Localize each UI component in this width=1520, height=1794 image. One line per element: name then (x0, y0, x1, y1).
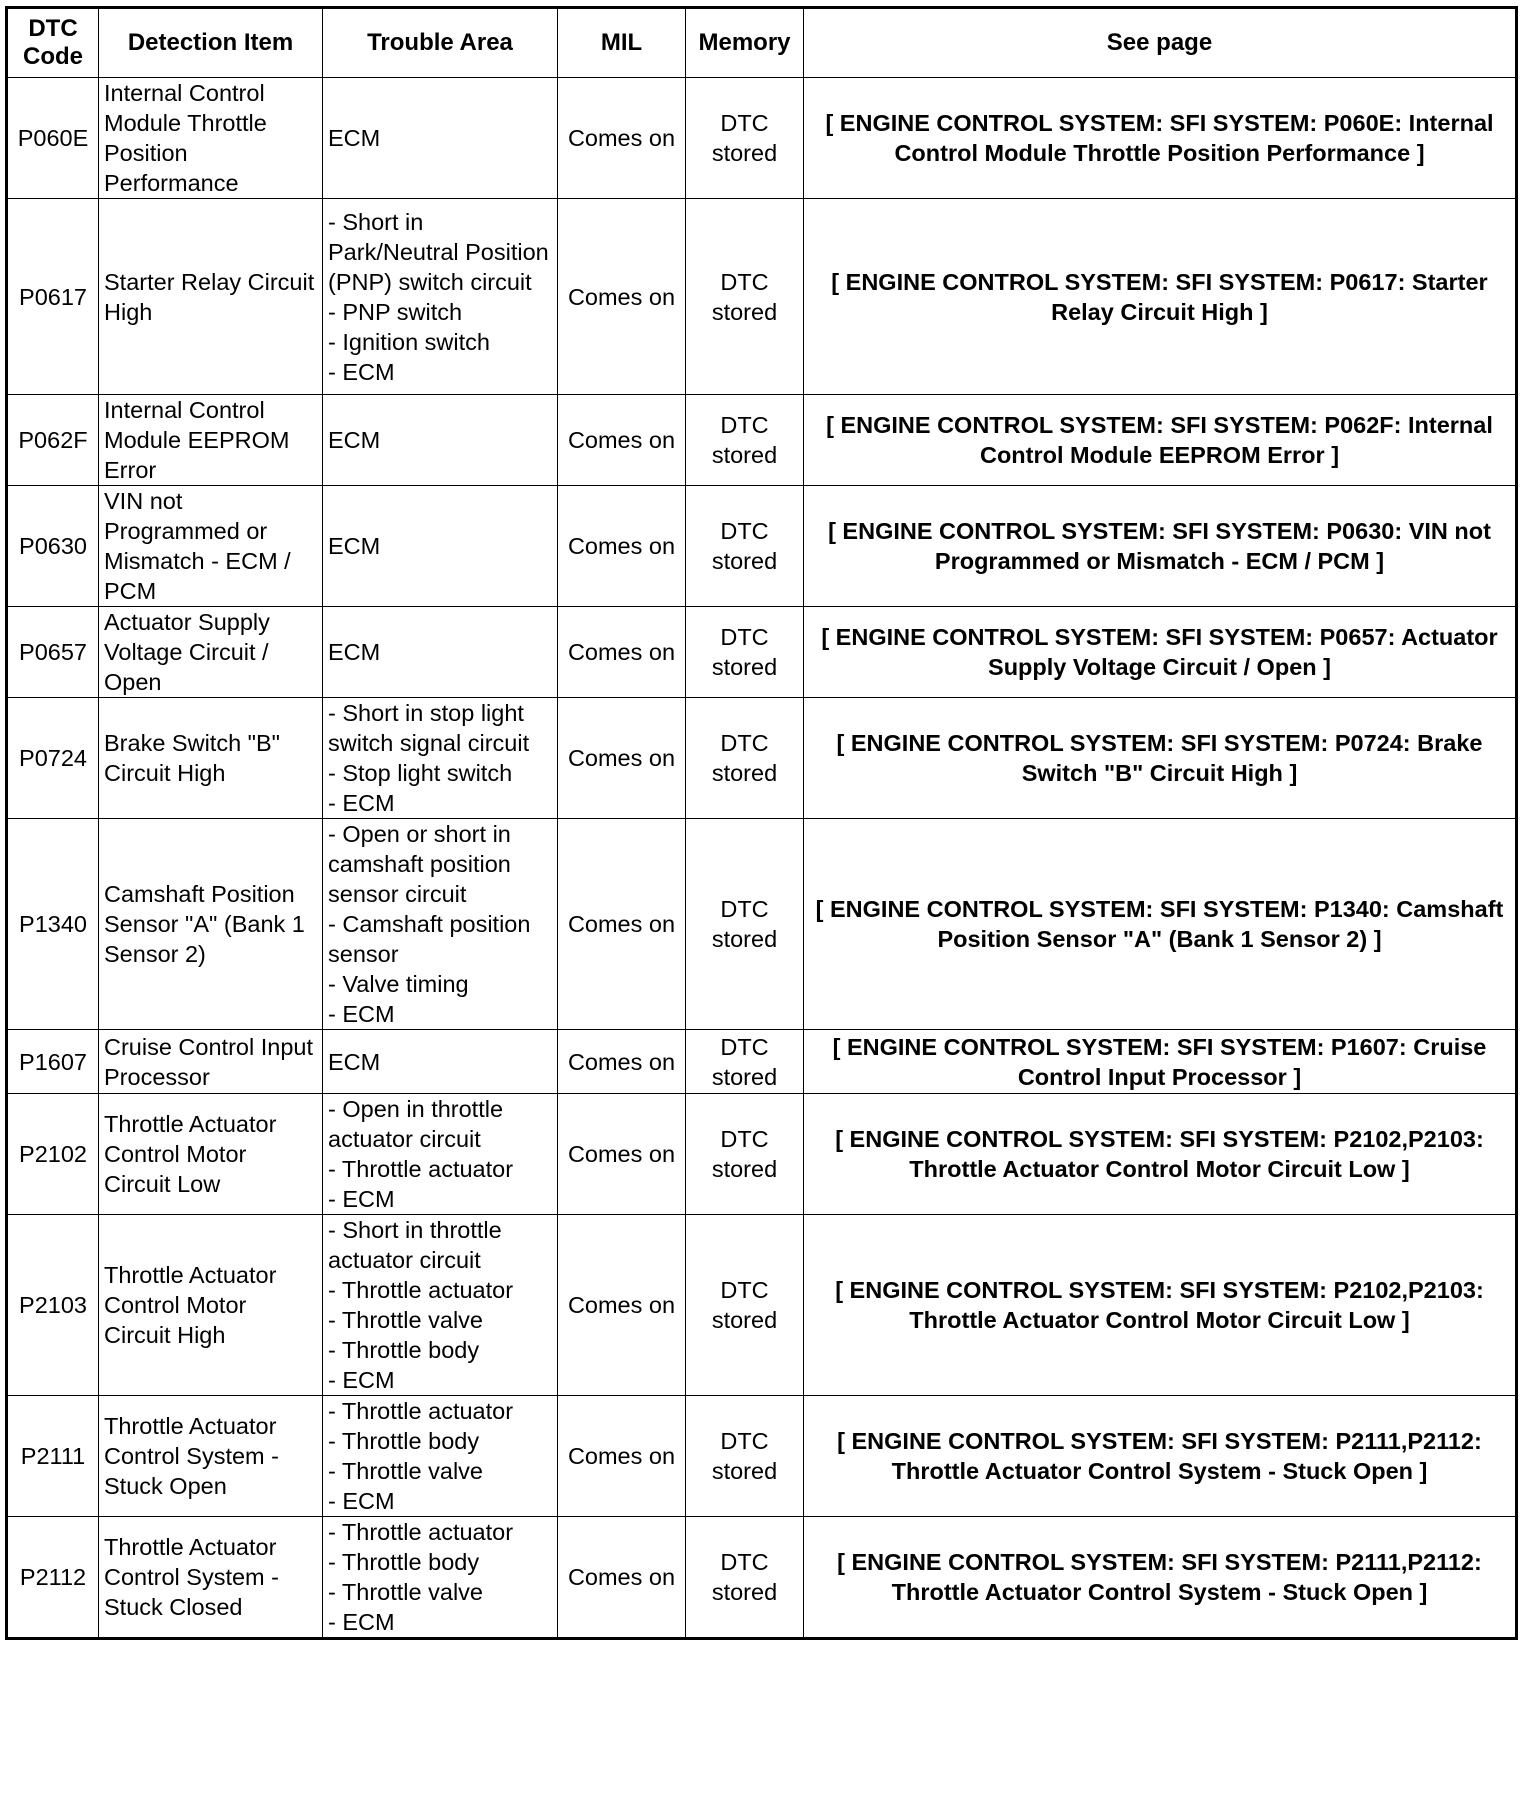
trouble-area-line: - ECM (328, 1609, 395, 1635)
table-row (7, 698, 1517, 819)
trouble-area-line: - ECM (328, 1488, 395, 1514)
trouble-area-line: - Throttle body (328, 1428, 480, 1454)
table-row (7, 395, 1517, 486)
trouble-area-line: ECM (328, 639, 381, 665)
trouble-area-line: - Throttle body (328, 1337, 480, 1363)
detection-item-cell: VIN not Programmed or Mismatch - ECM / PCM (99, 486, 323, 607)
see-page-link[interactable]: [ ENGINE CONTROL SYSTEM: SFI SYSTEM: P0630: VIN not Programmed or Mismatch - ECM / PCM ] (804, 486, 1517, 607)
trouble-area-line: - Open or short in camshaft position sensor circuit (328, 821, 511, 907)
table-row (7, 486, 1517, 607)
table-row (7, 1215, 1517, 1396)
memory-cell: DTC stored (686, 1094, 804, 1215)
mil-cell: Comes on (558, 78, 686, 199)
mil-cell: Comes on (558, 199, 686, 395)
trouble-area-cell (323, 607, 558, 698)
dtc-code-cell: P0617 (7, 199, 99, 395)
see-page-link[interactable]: [ ENGINE CONTROL SYSTEM: SFI SYSTEM: P0617: Starter Relay Circuit High ] (804, 199, 1517, 395)
trouble-area-line: - Stop light switch (328, 760, 513, 786)
dtc-code-cell: P0630 (7, 486, 99, 607)
see-page-link[interactable]: [ ENGINE CONTROL SYSTEM: SFI SYSTEM: P2111,P2112: Throttle Actuator Control System - Stuck Open ] (804, 1396, 1517, 1517)
table-row (7, 1517, 1517, 1639)
see-page-link[interactable]: [ ENGINE CONTROL SYSTEM: SFI SYSTEM: P1340: Camshaft Position Sensor "A" (Bank 1 Sensor 2) ] (804, 819, 1517, 1030)
detection-item-cell: Throttle Actuator Control System - Stuck Open (99, 1396, 323, 1517)
mil-cell: Comes on (558, 1215, 686, 1396)
table-row (7, 1094, 1517, 1215)
trouble-area-cell (323, 199, 558, 395)
trouble-area-line: - Ignition switch (328, 328, 490, 355)
memory-cell: DTC stored (686, 1517, 804, 1639)
memory-cell: DTC stored (686, 199, 804, 395)
trouble-area-line: - Throttle actuator (328, 1519, 514, 1545)
trouble-area-line: - Throttle actuator (328, 1398, 514, 1424)
dtc-code-cell: P0724 (7, 698, 99, 819)
dtc-code-cell: P0657 (7, 607, 99, 698)
mil-cell: Comes on (558, 607, 686, 698)
see-page-link[interactable]: [ ENGINE CONTROL SYSTEM: SFI SYSTEM: P060E: Internal Control Module Throttle Position Performance ] (804, 78, 1517, 199)
trouble-area-line: - Open in throttle actuator circuit (328, 1096, 504, 1152)
detection-item-cell: Throttle Actuator Control Motor Circuit High (99, 1215, 323, 1396)
trouble-area-line: - Throttle actuator (328, 1156, 514, 1182)
trouble-area-line: ECM (328, 1048, 381, 1075)
header-row (7, 8, 1517, 78)
trouble-area-cell (323, 1094, 558, 1215)
dtc-code-cell: P2111 (7, 1396, 99, 1517)
mil-cell: Comes on (558, 819, 686, 1030)
see-page-link[interactable]: [ ENGINE CONTROL SYSTEM: SFI SYSTEM: P2111,P2112: Throttle Actuator Control System - Stuck Open ] (804, 1517, 1517, 1639)
table-row (7, 1396, 1517, 1517)
memory-cell: DTC stored (686, 698, 804, 819)
trouble-area-cell (323, 1030, 558, 1094)
memory-cell: DTC stored (686, 486, 804, 607)
detection-item-cell: Starter Relay Circuit High (99, 199, 323, 395)
trouble-area-cell (323, 1215, 558, 1396)
trouble-area-line: - ECM (328, 358, 395, 385)
table-body (7, 78, 1517, 1639)
trouble-area-line: ECM (328, 125, 381, 151)
mil-cell: Comes on (558, 1094, 686, 1215)
detection-item-cell: Brake Switch "B" Circuit High (99, 698, 323, 819)
dtc-table (5, 6, 1518, 1640)
trouble-area-line: ECM (328, 533, 381, 559)
mil-cell: Comes on (558, 698, 686, 819)
trouble-area-cell (323, 78, 558, 199)
table-row (7, 819, 1517, 1030)
detection-item-cell: Throttle Actuator Control Motor Circuit Low (99, 1094, 323, 1215)
trouble-area-cell (323, 698, 558, 819)
dtc-code-cell: P2112 (7, 1517, 99, 1639)
dtc-table-container (5, 6, 1518, 1640)
dtc-code-cell: P060E (7, 78, 99, 199)
table-row (7, 607, 1517, 698)
header-see-page: See page (804, 8, 1517, 78)
dtc-code-cell: P062F (7, 395, 99, 486)
dtc-code-cell: P2102 (7, 1094, 99, 1215)
trouble-area-line: - Throttle actuator (328, 1277, 514, 1303)
detection-item-cell: Cruise Control Input Processor (99, 1030, 323, 1094)
table-row (7, 199, 1517, 395)
trouble-area-line: - Throttle body (328, 1549, 480, 1575)
mil-cell: Comes on (558, 1030, 686, 1094)
memory-cell: DTC stored (686, 78, 804, 199)
detection-item-cell: Camshaft Position Sensor "A" (Bank 1 Sensor 2) (99, 819, 323, 1030)
trouble-area-line: - Throttle valve (328, 1579, 483, 1605)
mil-cell: Comes on (558, 395, 686, 486)
detection-item-cell: Actuator Supply Voltage Circuit / Open (99, 607, 323, 698)
table-row (7, 1030, 1517, 1094)
trouble-area-cell (323, 1517, 558, 1639)
header-mil: MIL (558, 8, 686, 78)
dtc-code-cell: P1340 (7, 819, 99, 1030)
memory-cell: DTC stored (686, 1030, 804, 1094)
see-page-link[interactable]: [ ENGINE CONTROL SYSTEM: SFI SYSTEM: P0724: Brake Switch "B" Circuit High ] (804, 698, 1517, 819)
trouble-area-line: - PNP switch (328, 298, 463, 325)
memory-cell: DTC stored (686, 1215, 804, 1396)
see-page-link[interactable]: [ ENGINE CONTROL SYSTEM: SFI SYSTEM: P2102,P2103: Throttle Actuator Control Motor Circuit Low ] (804, 1215, 1517, 1396)
trouble-area-line: - Short in Park/Neutral Position (PNP) switch circuit (328, 208, 549, 295)
trouble-area-line: - ECM (328, 1001, 395, 1027)
trouble-area-cell (323, 486, 558, 607)
detection-item-cell: Internal Control Module Throttle Position Performance (99, 78, 323, 199)
mil-cell: Comes on (558, 1396, 686, 1517)
trouble-area-line: - Valve timing (328, 971, 469, 997)
table-row (7, 78, 1517, 199)
dtc-code-cell: P2103 (7, 1215, 99, 1396)
trouble-area-line: - Throttle valve (328, 1458, 483, 1484)
header-dtc-code: DTC Code (7, 8, 99, 78)
trouble-area-cell (323, 819, 558, 1030)
trouble-area-line: - ECM (328, 1367, 395, 1393)
trouble-area-line: - ECM (328, 790, 395, 816)
see-page-link[interactable]: [ ENGINE CONTROL SYSTEM: SFI SYSTEM: P0657: Actuator Supply Voltage Circuit / Open ] (804, 607, 1517, 698)
trouble-area-line: - Throttle valve (328, 1307, 483, 1333)
trouble-area-line: - Short in stop light switch signal circuit (328, 700, 530, 756)
trouble-area-line: - ECM (328, 1186, 395, 1212)
mil-cell: Comes on (558, 1517, 686, 1639)
mil-cell: Comes on (558, 486, 686, 607)
trouble-area-line: ECM (328, 427, 381, 453)
detection-item-cell: Internal Control Module EEPROM Error (99, 395, 323, 486)
trouble-area-line: - Camshaft position sensor (328, 911, 531, 967)
header-memory: Memory (686, 8, 804, 78)
memory-cell: DTC stored (686, 607, 804, 698)
memory-cell: DTC stored (686, 1396, 804, 1517)
memory-cell: DTC stored (686, 395, 804, 486)
detection-item-cell: Throttle Actuator Control System - Stuck Closed (99, 1517, 323, 1639)
memory-cell: DTC stored (686, 819, 804, 1030)
header-detection-item: Detection Item (99, 8, 323, 78)
dtc-code-cell: P1607 (7, 1030, 99, 1094)
see-page-link[interactable]: [ ENGINE CONTROL SYSTEM: SFI SYSTEM: P1607: Cruise Control Input Processor ] (804, 1030, 1517, 1094)
trouble-area-cell (323, 1396, 558, 1517)
header-trouble-area: Trouble Area (323, 8, 558, 78)
see-page-link[interactable]: [ ENGINE CONTROL SYSTEM: SFI SYSTEM: P2102,P2103: Throttle Actuator Control Motor Circuit Low ] (804, 1094, 1517, 1215)
trouble-area-cell (323, 395, 558, 486)
trouble-area-line: - Short in throttle actuator circuit (328, 1217, 502, 1273)
see-page-link[interactable]: [ ENGINE CONTROL SYSTEM: SFI SYSTEM: P062F: Internal Control Module EEPROM Error ] (804, 395, 1517, 486)
